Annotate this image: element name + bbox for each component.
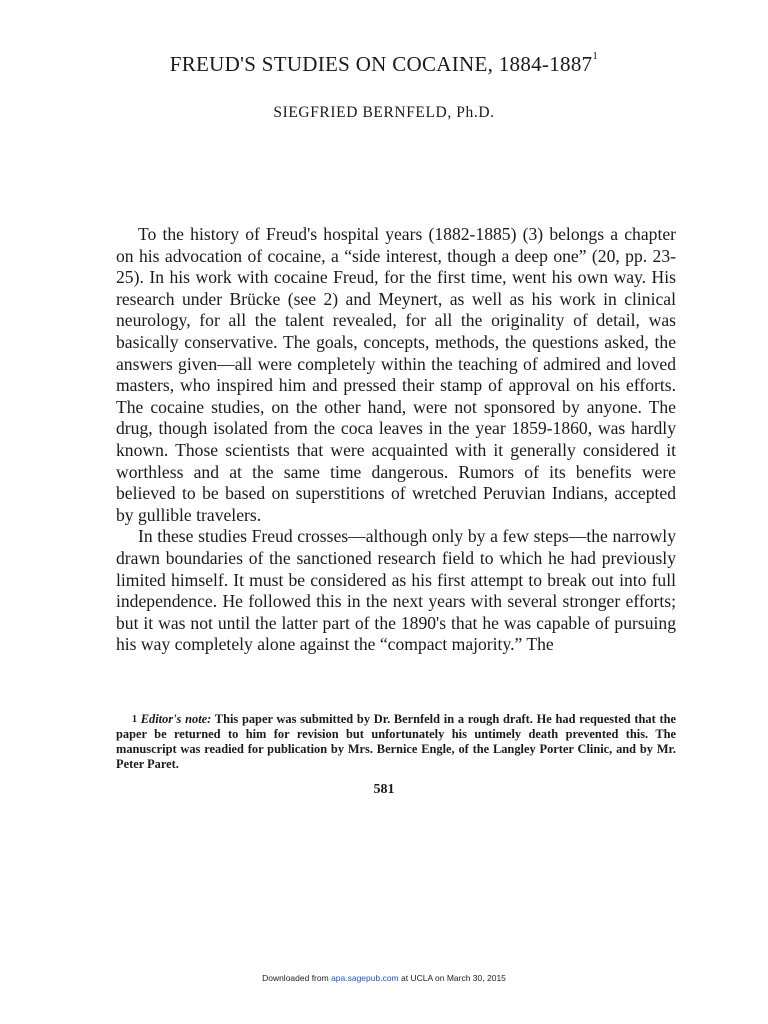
article-title	[0, 52, 768, 77]
publisher-link[interactable]: apa.sagepub.com	[331, 973, 399, 983]
footnote-text: This paper was submitted by Dr. Bernfeld in a rough draft. He had requested that the paper be returned to him for revision but unfortunately his untimely death prevented this. The manuscript was readied for publication by Mrs. Bernice Engle, of the Langley Porter Clinic, and by Mr. Peter Paret.	[116, 712, 676, 771]
download-suffix: at UCLA on March 30, 2015	[398, 973, 506, 983]
title-footnote-marker[interactable]: 1	[592, 50, 599, 62]
footnote-label: Editor's note:	[140, 712, 212, 726]
article-body	[116, 224, 676, 656]
page-number: 581	[373, 782, 395, 797]
author-byline: SIEGFRIED BERNFELD, Ph.D.	[273, 104, 495, 121]
download-notice	[0, 973, 768, 983]
download-prefix: Downloaded from	[262, 973, 332, 983]
body-paragraph-2: In these studies Freud crosses—although only by a few steps—the narrowly drawn boundaries of the sanctioned research field to which he had previously limited himself. It must be considered as his first attempt to break out into full independence. He followed this in the next years with several stronger efforts; but it was not until the latter part of the 1890's that he was capable of pursuing his way completely alone against the “compact majority.” The	[116, 526, 676, 655]
body-paragraph-1: To the history of Freud's hospital years (1882-1885) (3) belongs a chapter on his advocation of cocaine, a “side interest, though a deep one” (20, pp. 23-25). In his work with cocaine Freud, for the first time, went his own way. His research under Brücke (see 2) and Meynert, as well as his work in clinical neurology, for all the talent revealed, for all the originality of detail, was basically conservative. The goals, concepts, methods, the questions asked, the answers given—all were completely within the teaching of admired and loved masters, who inspired him and pressed their stamp of approval on his efforts. The cocaine studies, on the other hand, were not sponsored by anyone. The drug, though isolated from the coca leaves in the year 1859-1860, was hardly known. Those scientists that were acquainted with it generally considered it worthless and at the same time dangerous. Rumors of its benefits were believed to be based on superstitions of wretched Peruvian Indians, accepted by gullible travelers.	[116, 224, 676, 525]
article-title-text: FREUD'S STUDIES ON COCAINE, 1884-1887	[169, 52, 593, 76]
footnote	[116, 712, 676, 772]
footnote-marker: 1	[132, 714, 137, 725]
